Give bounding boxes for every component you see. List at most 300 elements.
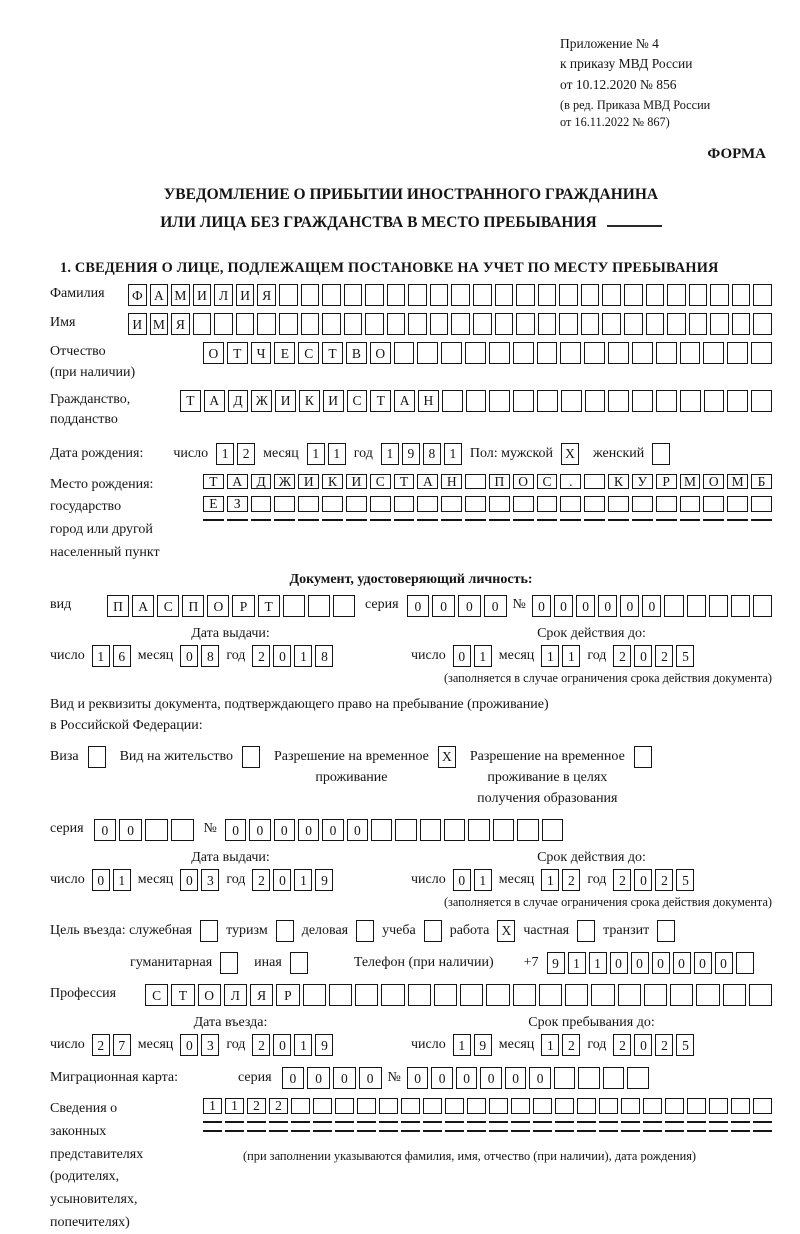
- form-cell[interactable]: [709, 1130, 728, 1132]
- form-cell[interactable]: [577, 1130, 596, 1132]
- form-cell[interactable]: [511, 1121, 530, 1123]
- form-cell[interactable]: [408, 313, 427, 335]
- form-cell[interactable]: 0: [274, 819, 295, 841]
- form-cell[interactable]: А: [394, 390, 415, 412]
- form-cell[interactable]: 8: [201, 645, 219, 667]
- form-cell[interactable]: 7: [113, 1034, 131, 1056]
- study-checkbox[interactable]: [424, 920, 442, 942]
- form-cell[interactable]: Ч: [251, 342, 272, 364]
- form-cell[interactable]: [608, 519, 629, 521]
- form-cell[interactable]: [489, 1130, 508, 1132]
- form-cell[interactable]: [533, 1098, 552, 1114]
- form-cell[interactable]: [643, 1098, 662, 1114]
- form-cell[interactable]: [493, 819, 514, 841]
- form-cell[interactable]: [644, 984, 667, 1006]
- form-cell[interactable]: 2: [237, 443, 255, 465]
- form-cell[interactable]: [430, 313, 449, 335]
- form-cell[interactable]: [560, 496, 581, 512]
- form-cell[interactable]: [517, 819, 538, 841]
- form-cell[interactable]: [445, 1098, 464, 1114]
- form-cell[interactable]: [322, 519, 343, 521]
- form-cell[interactable]: 2: [562, 869, 580, 891]
- form-cell[interactable]: [489, 496, 510, 512]
- form-cell[interactable]: Я: [250, 984, 273, 1006]
- form-cell[interactable]: 1: [474, 645, 492, 667]
- form-cell[interactable]: [751, 496, 772, 512]
- form-cell[interactable]: [387, 313, 406, 335]
- transit-checkbox[interactable]: [657, 920, 675, 942]
- form-cell[interactable]: [322, 313, 341, 335]
- form-cell[interactable]: 0: [598, 595, 617, 617]
- form-cell[interactable]: [513, 519, 534, 521]
- form-cell[interactable]: 2: [655, 1034, 673, 1056]
- form-cell[interactable]: П: [489, 474, 510, 490]
- form-cell[interactable]: [489, 342, 510, 364]
- form-cell[interactable]: 0: [532, 595, 551, 617]
- form-cell[interactable]: В: [346, 342, 367, 364]
- form-cell[interactable]: 0: [307, 1067, 330, 1089]
- form-cell[interactable]: [732, 284, 751, 306]
- form-cell[interactable]: [460, 984, 483, 1006]
- form-cell[interactable]: [667, 313, 686, 335]
- form-cell[interactable]: [465, 519, 486, 521]
- form-cell[interactable]: 0: [576, 595, 595, 617]
- form-cell[interactable]: [667, 284, 686, 306]
- form-cell[interactable]: 1: [225, 1098, 244, 1114]
- form-cell[interactable]: .: [560, 474, 581, 490]
- form-cell[interactable]: 0: [273, 645, 291, 667]
- form-cell[interactable]: 0: [333, 1067, 356, 1089]
- form-cell[interactable]: [395, 819, 416, 841]
- form-cell[interactable]: [473, 313, 492, 335]
- form-cell[interactable]: 1: [113, 869, 131, 891]
- form-cell[interactable]: Т: [394, 474, 415, 490]
- form-cell[interactable]: [646, 284, 665, 306]
- form-cell[interactable]: [417, 519, 438, 521]
- form-cell[interactable]: [704, 390, 725, 412]
- form-cell[interactable]: О: [703, 474, 724, 490]
- form-cell[interactable]: О: [513, 474, 534, 490]
- form-cell[interactable]: [257, 313, 276, 335]
- form-cell[interactable]: [193, 313, 212, 335]
- form-cell[interactable]: 1: [541, 1034, 559, 1056]
- form-cell[interactable]: [703, 519, 724, 521]
- form-cell[interactable]: С: [145, 984, 168, 1006]
- form-cell[interactable]: Т: [227, 342, 248, 364]
- form-cell[interactable]: [643, 1130, 662, 1132]
- form-cell[interactable]: [441, 496, 462, 512]
- form-cell[interactable]: [608, 496, 629, 512]
- form-cell[interactable]: [408, 284, 427, 306]
- form-cell[interactable]: 0: [453, 645, 471, 667]
- form-cell[interactable]: 0: [407, 595, 430, 617]
- form-cell[interactable]: [696, 984, 719, 1006]
- form-cell[interactable]: [687, 1098, 706, 1114]
- form-cell[interactable]: [555, 1121, 574, 1123]
- private-checkbox[interactable]: [577, 920, 595, 942]
- form-cell[interactable]: О: [198, 984, 221, 1006]
- form-cell[interactable]: О: [203, 342, 224, 364]
- form-cell[interactable]: У: [632, 474, 653, 490]
- form-cell[interactable]: [560, 519, 581, 521]
- form-cell[interactable]: И: [346, 474, 367, 490]
- form-cell[interactable]: [731, 1098, 750, 1114]
- form-cell[interactable]: 3: [201, 869, 219, 891]
- form-cell[interactable]: 1: [216, 443, 234, 465]
- form-cell[interactable]: [632, 519, 653, 521]
- form-cell[interactable]: Д: [251, 474, 272, 490]
- form-cell[interactable]: [516, 284, 535, 306]
- form-cell[interactable]: [727, 342, 748, 364]
- form-cell[interactable]: [379, 1130, 398, 1132]
- form-cell[interactable]: А: [204, 390, 225, 412]
- form-cell[interactable]: [489, 519, 510, 521]
- form-cell[interactable]: 0: [407, 1067, 429, 1089]
- form-cell[interactable]: М: [727, 474, 748, 490]
- form-cell[interactable]: [203, 519, 224, 521]
- form-cell[interactable]: [322, 496, 343, 512]
- form-cell[interactable]: [333, 595, 355, 617]
- form-cell[interactable]: 0: [180, 869, 198, 891]
- form-cell[interactable]: Ж: [274, 474, 295, 490]
- form-cell[interactable]: [602, 284, 621, 306]
- form-cell[interactable]: 2: [92, 1034, 110, 1056]
- form-cell[interactable]: 6: [113, 645, 131, 667]
- form-cell[interactable]: [251, 496, 272, 512]
- form-cell[interactable]: [627, 1067, 649, 1089]
- form-cell[interactable]: [247, 1121, 266, 1123]
- form-cell[interactable]: [554, 1067, 576, 1089]
- form-cell[interactable]: [401, 1130, 420, 1132]
- form-cell[interactable]: Т: [322, 342, 343, 364]
- form-cell[interactable]: К: [608, 474, 629, 490]
- form-cell[interactable]: Б: [751, 474, 772, 490]
- form-cell[interactable]: 1: [444, 443, 462, 465]
- form-cell[interactable]: [274, 496, 295, 512]
- form-cell[interactable]: 2: [613, 645, 631, 667]
- visa-checkbox[interactable]: [88, 746, 106, 768]
- form-cell[interactable]: Н: [418, 390, 439, 412]
- form-cell[interactable]: [417, 342, 438, 364]
- form-cell[interactable]: [727, 496, 748, 512]
- form-cell[interactable]: [753, 1130, 772, 1132]
- form-cell[interactable]: 1: [562, 645, 580, 667]
- form-cell[interactable]: 0: [432, 595, 455, 617]
- form-cell[interactable]: [732, 313, 751, 335]
- form-cell[interactable]: [656, 342, 677, 364]
- form-cell[interactable]: [489, 390, 510, 412]
- form-cell[interactable]: [467, 1130, 486, 1132]
- form-cell[interactable]: 2: [252, 645, 270, 667]
- form-cell[interactable]: [329, 984, 352, 1006]
- form-cell[interactable]: Я: [257, 284, 276, 306]
- form-cell[interactable]: [214, 313, 233, 335]
- form-cell[interactable]: [303, 984, 326, 1006]
- form-cell[interactable]: [538, 313, 557, 335]
- form-cell[interactable]: 9: [315, 869, 333, 891]
- form-cell[interactable]: О: [207, 595, 229, 617]
- form-cell[interactable]: [236, 313, 255, 335]
- form-cell[interactable]: [283, 595, 305, 617]
- form-cell[interactable]: 0: [610, 952, 628, 974]
- form-cell[interactable]: 9: [315, 1034, 333, 1056]
- form-cell[interactable]: [171, 819, 194, 841]
- form-cell[interactable]: [513, 390, 534, 412]
- form-cell[interactable]: [423, 1098, 442, 1114]
- form-cell[interactable]: [145, 819, 168, 841]
- form-cell[interactable]: 9: [402, 443, 420, 465]
- form-cell[interactable]: [680, 496, 701, 512]
- form-cell[interactable]: 2: [252, 1034, 270, 1056]
- form-cell[interactable]: [225, 1121, 244, 1123]
- form-cell[interactable]: [344, 313, 363, 335]
- form-cell[interactable]: [357, 1130, 376, 1132]
- form-cell[interactable]: [599, 1098, 618, 1114]
- form-cell[interactable]: [670, 984, 693, 1006]
- form-cell[interactable]: И: [128, 313, 147, 335]
- form-cell[interactable]: 0: [458, 595, 481, 617]
- form-cell[interactable]: Р: [232, 595, 254, 617]
- form-cell[interactable]: [423, 1121, 442, 1123]
- form-cell[interactable]: [731, 1121, 750, 1123]
- form-cell[interactable]: [355, 984, 378, 1006]
- form-cell[interactable]: [632, 496, 653, 512]
- form-cell[interactable]: [703, 496, 724, 512]
- form-cell[interactable]: 0: [273, 1034, 291, 1056]
- form-cell[interactable]: [465, 496, 486, 512]
- form-cell[interactable]: 0: [652, 952, 670, 974]
- form-cell[interactable]: [379, 1121, 398, 1123]
- form-cell[interactable]: Я: [171, 313, 190, 335]
- form-cell[interactable]: 0: [180, 1034, 198, 1056]
- residence-permit-checkbox[interactable]: [242, 746, 260, 768]
- form-cell[interactable]: [513, 984, 536, 1006]
- form-cell[interactable]: С: [537, 474, 558, 490]
- form-cell[interactable]: [618, 984, 641, 1006]
- form-cell[interactable]: [357, 1121, 376, 1123]
- form-cell[interactable]: 0: [715, 952, 733, 974]
- form-cell[interactable]: [560, 342, 581, 364]
- form-cell[interactable]: К: [299, 390, 320, 412]
- form-cell[interactable]: [442, 390, 463, 412]
- form-cell[interactable]: Л: [214, 284, 233, 306]
- form-cell[interactable]: 3: [201, 1034, 219, 1056]
- form-cell[interactable]: 0: [554, 595, 573, 617]
- form-cell[interactable]: [430, 284, 449, 306]
- form-cell[interactable]: 2: [613, 869, 631, 891]
- form-cell[interactable]: Е: [274, 342, 295, 364]
- form-cell[interactable]: [621, 1121, 640, 1123]
- form-cell[interactable]: [577, 1098, 596, 1114]
- form-cell[interactable]: 0: [480, 1067, 502, 1089]
- form-cell[interactable]: [753, 1098, 772, 1114]
- form-cell[interactable]: [584, 519, 605, 521]
- form-cell[interactable]: [301, 284, 320, 306]
- form-cell[interactable]: [322, 284, 341, 306]
- form-cell[interactable]: [434, 984, 457, 1006]
- form-cell[interactable]: [680, 390, 701, 412]
- form-cell[interactable]: [394, 496, 415, 512]
- form-cell[interactable]: [227, 519, 248, 521]
- form-cell[interactable]: [417, 496, 438, 512]
- form-cell[interactable]: [599, 1130, 618, 1132]
- form-cell[interactable]: И: [298, 474, 319, 490]
- form-cell[interactable]: [533, 1130, 552, 1132]
- form-cell[interactable]: [313, 1098, 332, 1114]
- form-cell[interactable]: [709, 1121, 728, 1123]
- form-cell[interactable]: 8: [315, 645, 333, 667]
- form-cell[interactable]: [225, 1130, 244, 1132]
- form-cell[interactable]: 0: [620, 595, 639, 617]
- form-cell[interactable]: 0: [225, 819, 246, 841]
- form-cell[interactable]: [269, 1121, 288, 1123]
- form-cell[interactable]: [537, 390, 558, 412]
- form-cell[interactable]: [555, 1130, 574, 1132]
- form-cell[interactable]: [513, 342, 534, 364]
- form-cell[interactable]: [665, 1121, 684, 1123]
- form-cell[interactable]: [643, 1121, 662, 1123]
- form-cell[interactable]: [559, 284, 578, 306]
- form-cell[interactable]: [291, 1121, 310, 1123]
- form-cell[interactable]: [308, 595, 330, 617]
- form-cell[interactable]: [753, 595, 772, 617]
- form-cell[interactable]: [203, 1121, 222, 1123]
- form-cell[interactable]: Д: [228, 390, 249, 412]
- form-cell[interactable]: А: [417, 474, 438, 490]
- form-cell[interactable]: [441, 519, 462, 521]
- form-cell[interactable]: [751, 342, 772, 364]
- form-cell[interactable]: Е: [203, 496, 224, 512]
- form-cell[interactable]: 0: [673, 952, 691, 974]
- form-cell[interactable]: 1: [453, 1034, 471, 1056]
- female-checkbox[interactable]: [652, 443, 670, 465]
- form-cell[interactable]: [445, 1130, 464, 1132]
- form-cell[interactable]: М: [171, 284, 190, 306]
- temp-residence-checkbox[interactable]: X: [438, 746, 456, 768]
- form-cell[interactable]: 2: [269, 1098, 288, 1114]
- form-cell[interactable]: 1: [381, 443, 399, 465]
- form-cell[interactable]: [291, 1130, 310, 1132]
- form-cell[interactable]: [561, 390, 582, 412]
- form-cell[interactable]: А: [132, 595, 154, 617]
- form-cell[interactable]: 0: [505, 1067, 527, 1089]
- form-cell[interactable]: [451, 313, 470, 335]
- form-cell[interactable]: [423, 1130, 442, 1132]
- form-cell[interactable]: [533, 1121, 552, 1123]
- form-cell[interactable]: [731, 595, 750, 617]
- form-cell[interactable]: [608, 342, 629, 364]
- form-cell[interactable]: О: [370, 342, 391, 364]
- form-cell[interactable]: Н: [441, 474, 462, 490]
- form-cell[interactable]: И: [275, 390, 296, 412]
- form-cell[interactable]: [279, 284, 298, 306]
- form-cell[interactable]: [401, 1098, 420, 1114]
- form-cell[interactable]: 1: [203, 1098, 222, 1114]
- form-cell[interactable]: 0: [453, 869, 471, 891]
- form-cell[interactable]: 2: [655, 869, 673, 891]
- form-cell[interactable]: 8: [423, 443, 441, 465]
- form-cell[interactable]: А: [227, 474, 248, 490]
- form-cell[interactable]: [495, 284, 514, 306]
- form-cell[interactable]: [542, 819, 563, 841]
- form-cell[interactable]: 0: [249, 819, 270, 841]
- form-cell[interactable]: [346, 496, 367, 512]
- form-cell[interactable]: 0: [634, 1034, 652, 1056]
- form-cell[interactable]: 0: [347, 819, 368, 841]
- form-cell[interactable]: [513, 496, 534, 512]
- form-cell[interactable]: И: [236, 284, 255, 306]
- male-checkbox[interactable]: X: [561, 443, 579, 465]
- form-cell[interactable]: [710, 313, 729, 335]
- form-cell[interactable]: 0: [282, 1067, 305, 1089]
- form-cell[interactable]: [664, 595, 683, 617]
- form-cell[interactable]: [467, 1098, 486, 1114]
- form-cell[interactable]: [365, 313, 384, 335]
- form-cell[interactable]: [468, 819, 489, 841]
- form-cell[interactable]: [365, 284, 384, 306]
- form-cell[interactable]: [656, 496, 677, 512]
- form-cell[interactable]: [371, 819, 392, 841]
- form-cell[interactable]: [689, 313, 708, 335]
- form-cell[interactable]: Т: [258, 595, 280, 617]
- form-cell[interactable]: 1: [474, 869, 492, 891]
- form-cell[interactable]: [313, 1130, 332, 1132]
- form-cell[interactable]: [665, 1130, 684, 1132]
- form-cell[interactable]: [559, 313, 578, 335]
- form-cell[interactable]: [727, 390, 748, 412]
- form-cell[interactable]: 2: [562, 1034, 580, 1056]
- form-cell[interactable]: 0: [634, 869, 652, 891]
- form-cell[interactable]: [565, 984, 588, 1006]
- form-cell[interactable]: [495, 313, 514, 335]
- form-cell[interactable]: [511, 1098, 530, 1114]
- form-cell[interactable]: Т: [180, 390, 201, 412]
- form-cell[interactable]: [584, 474, 605, 490]
- form-cell[interactable]: [379, 1098, 398, 1114]
- form-cell[interactable]: Л: [224, 984, 247, 1006]
- form-cell[interactable]: [753, 313, 772, 335]
- form-cell[interactable]: [420, 819, 441, 841]
- form-cell[interactable]: [689, 284, 708, 306]
- form-cell[interactable]: 2: [613, 1034, 631, 1056]
- form-cell[interactable]: [656, 390, 677, 412]
- form-cell[interactable]: [381, 984, 404, 1006]
- form-cell[interactable]: [680, 342, 701, 364]
- form-cell[interactable]: 0: [631, 952, 649, 974]
- work-checkbox[interactable]: X: [497, 920, 515, 942]
- form-cell[interactable]: [581, 284, 600, 306]
- form-cell[interactable]: П: [107, 595, 129, 617]
- form-cell[interactable]: [444, 819, 465, 841]
- form-cell[interactable]: [301, 313, 320, 335]
- form-cell[interactable]: 1: [328, 443, 346, 465]
- form-cell[interactable]: 5: [676, 869, 694, 891]
- form-cell[interactable]: [710, 284, 729, 306]
- form-cell[interactable]: 2: [655, 645, 673, 667]
- form-cell[interactable]: [581, 313, 600, 335]
- form-cell[interactable]: С: [157, 595, 179, 617]
- form-cell[interactable]: [578, 1067, 600, 1089]
- form-cell[interactable]: [602, 313, 621, 335]
- form-cell[interactable]: Р: [276, 984, 299, 1006]
- form-cell[interactable]: 9: [474, 1034, 492, 1056]
- form-cell[interactable]: [624, 313, 643, 335]
- form-cell[interactable]: [313, 1121, 332, 1123]
- business-checkbox[interactable]: [356, 920, 374, 942]
- form-cell[interactable]: [203, 1130, 222, 1132]
- form-cell[interactable]: [298, 496, 319, 512]
- form-cell[interactable]: [489, 1098, 508, 1114]
